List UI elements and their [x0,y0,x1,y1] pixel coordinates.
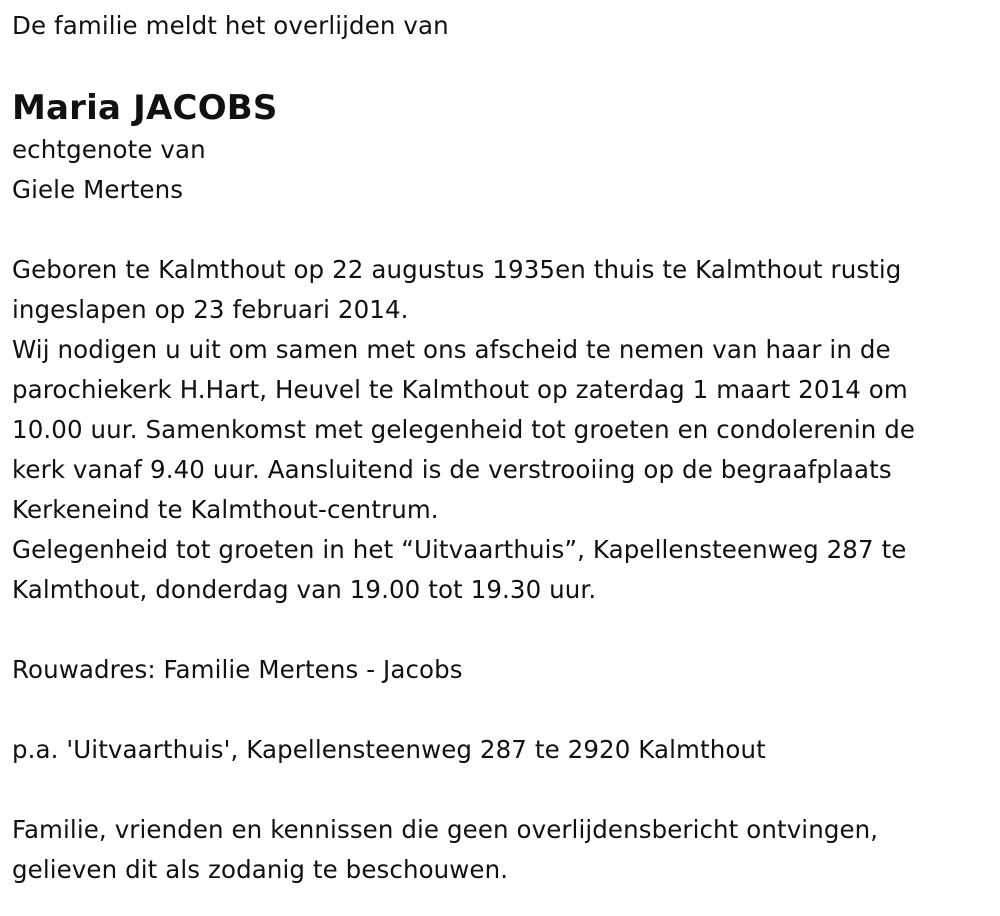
spouse-relation: echtgenote van [12,135,206,164]
mourning-address: Rouwadres: Familie Mertens - Jacobs [12,655,463,684]
body-line: Kalmthout, donderdag van 19.00 tot 19.30 uur. [12,575,597,604]
spacer [12,210,988,250]
body-line: ingeslapen op 23 februari 2014. [12,295,409,324]
postal-address: p.a. 'Uitvaarthuis', Kapellensteenweg 287 te 2920 Kalmthout [12,735,766,764]
spacer [12,690,988,730]
spouse-name: Giele Mertens [12,175,184,204]
intro-text: De familie meldt het overlijden van [12,11,449,40]
closing-line: gelieven dit als zodanig te beschouwen. [12,855,509,884]
body-line: 10.00 uur. Samenkomst met gelegenheid tot groeten en condolerenin de [12,415,916,444]
deceased-name: Maria JACOBS [12,88,278,128]
body-line: parochiekerk H.Hart, Heuvel te Kalmthout op zaterdag 1 maart 2014 om [12,375,908,404]
death-notice [0,6,988,916]
spacer [12,770,988,810]
closing-paragraph [12,810,988,890]
body-line: Wij nodigen u uit om samen met ons afscheid te nemen van haar in de [12,335,891,364]
closing-line: Familie, vrienden en kennissen die geen overlijdensbericht ontvingen, [12,815,879,844]
body-line: kerk vanaf 9.40 uur. Aansluitend is de verstrooiing op de begraafplaats [12,455,892,484]
body-line: Geboren te Kalmthout op 22 augustus 1935en thuis te Kalmthout rustig [12,255,902,284]
body-paragraph [12,250,988,610]
spacer [12,610,988,650]
body-line: Kerkeneind te Kalmthout-centrum. [12,495,439,524]
body-line: Gelegenheid tot groeten in het “Uitvaarthuis”, Kapellensteenweg 287 te [12,535,907,564]
